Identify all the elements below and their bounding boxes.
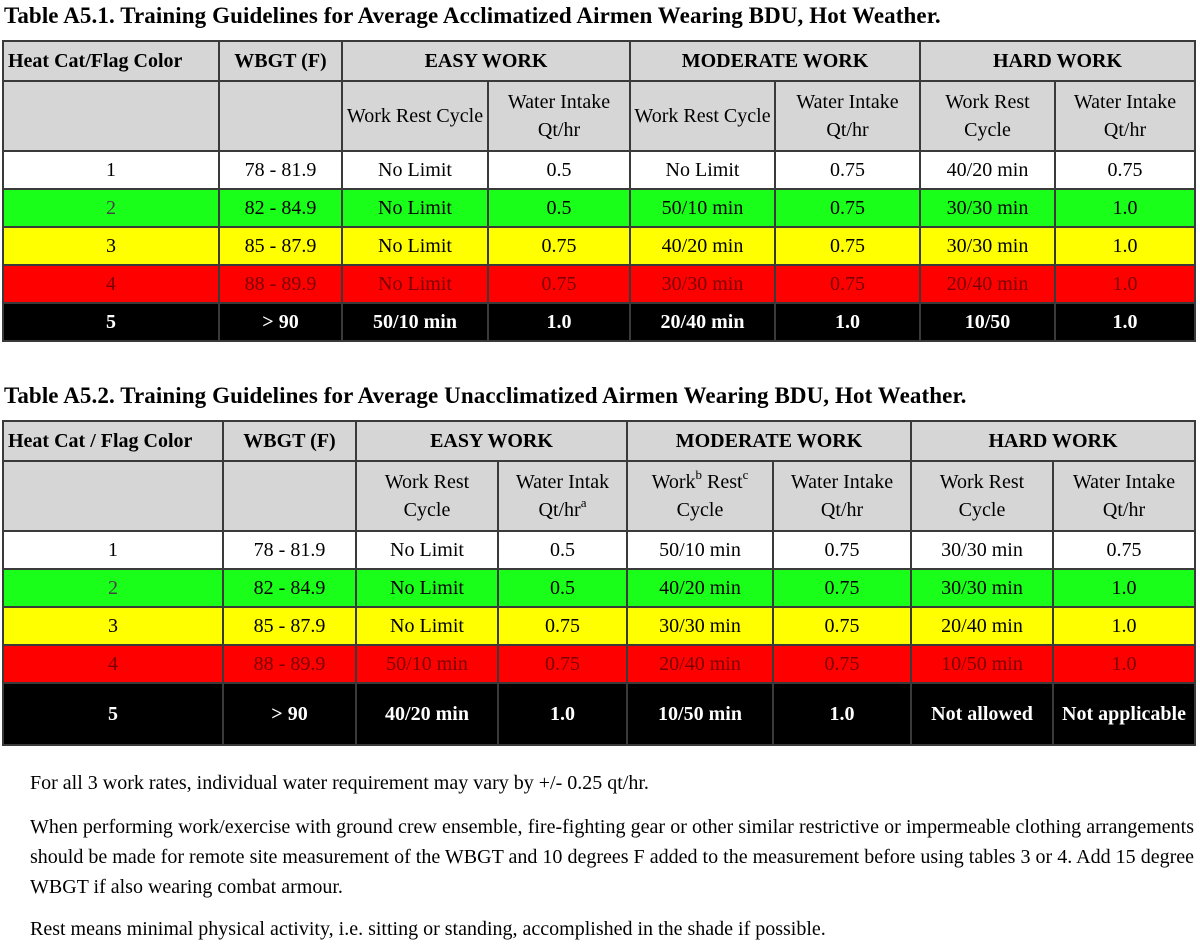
table1-header-heat-cat: Heat Cat/Flag Color — [3, 41, 219, 81]
footnote-c-label — [6, 914, 30, 944]
table1-header-hard-work: HARD WORK — [920, 41, 1195, 81]
moderate-water-cell: 0.75 — [773, 607, 911, 645]
easy-water-cell: 0.75 — [498, 607, 627, 645]
moderate-cycle-cell: 30/30 min — [627, 607, 773, 645]
table2-header-wbgt: WBGT (F) — [223, 421, 356, 461]
moderate-cycle-cell: 20/40 min — [630, 303, 775, 341]
table1-subheader-empty — [219, 81, 342, 151]
table1-row-cat5 — [3, 303, 1195, 341]
footnote-c — [6, 914, 1194, 944]
footnote-c-marker: c — [742, 467, 749, 483]
table2-subheader-row — [3, 461, 1195, 531]
table2-row-cat5 — [3, 683, 1195, 745]
table2-subheader-moderate-cycle — [627, 461, 773, 531]
table2-subheader-moderate-water: Water Intake Qt/hr — [773, 461, 911, 531]
easy-water-cell: 0.75 — [488, 265, 630, 303]
table1-subheader-easy-water: Water Intake Qt/hr — [488, 81, 630, 151]
easy-cycle-cell: No Limit — [356, 569, 498, 607]
moderate-water-cell: 0.75 — [775, 227, 920, 265]
wbgt-cell: 85 - 87.9 — [223, 607, 356, 645]
table2-subheader-hard-water: Water Intake Qt/hr — [1053, 461, 1195, 531]
hard-cycle-cell: 30/30 min — [911, 531, 1053, 569]
heat-cat-cell: 1 — [3, 151, 219, 189]
wbgt-cell: 85 - 87.9 — [219, 227, 342, 265]
table2-subheader-empty — [3, 461, 223, 531]
moderate-cycle-cell: 10/50 min — [627, 683, 773, 745]
moderate-water-cell: 0.75 — [775, 265, 920, 303]
hard-cycle-cell: 30/30 min — [911, 569, 1053, 607]
hard-water-cell: 0.75 — [1053, 531, 1195, 569]
easy-cycle-cell: No Limit — [342, 151, 488, 189]
wbgt-cell: 88 - 89.9 — [223, 645, 356, 683]
hard-water-cell: 1.0 — [1055, 227, 1195, 265]
footnote-b — [6, 812, 1194, 902]
table1-row-cat1 — [3, 151, 1195, 189]
table1-subheader-hard-water: Water Intake Qt/hr — [1055, 81, 1195, 151]
footnote-a-marker: a — [580, 495, 587, 511]
heat-cat-cell: 3 — [3, 607, 223, 645]
easy-water-cell: 1.0 — [488, 303, 630, 341]
moderate-water-cell: 0.75 — [773, 645, 911, 683]
table2 — [2, 420, 1196, 746]
table2-header-hard-work: HARD WORK — [911, 421, 1195, 461]
heat-cat-cell: 5 — [3, 303, 219, 341]
table1-row-cat4 — [3, 265, 1195, 303]
table2-header-heat-cat: Heat Cat / Flag Color — [3, 421, 223, 461]
wbgt-cell: 88 - 89.9 — [219, 265, 342, 303]
footnote-c-text: Rest means minimal physical activity, i.e. sitting or standing, accomplished in the shade if possible. — [30, 918, 826, 940]
table1-subheader-hard-cycle: Work Rest Cycle — [920, 81, 1055, 151]
moderate-cycle-cell: 40/20 min — [627, 569, 773, 607]
table1-row-cat3 — [3, 227, 1195, 265]
wbgt-cell: > 90 — [223, 683, 356, 745]
wbgt-cell: 82 - 84.9 — [219, 189, 342, 227]
heat-cat-cell: 2 — [3, 569, 223, 607]
rest-label: Rest — [702, 471, 743, 493]
heat-cat-cell: 2 — [3, 189, 219, 227]
easy-cycle-cell: 40/20 min — [356, 683, 498, 745]
footnote-b-text: When performing work/exercise with ground crew ensemble, fire-fighting gear or other similar restrictive or impermeable clothing arrangements should be made for remote site measurement of the WBGT and 10 degrees F added to the measurement before using tables 3 or 4. Add 15 degree WBGT if also wearing combat armour. — [30, 816, 1194, 898]
wbgt-cell: 78 - 81.9 — [219, 151, 342, 189]
easy-water-cell: 0.75 — [488, 227, 630, 265]
table1 — [2, 40, 1196, 342]
cycle-label: Cycle — [676, 499, 724, 521]
moderate-water-cell: 0.75 — [773, 569, 911, 607]
easy-water-cell: 0.5 — [488, 189, 630, 227]
footnote-a — [6, 768, 1194, 798]
hard-cycle-cell: Not allowed — [911, 683, 1053, 745]
easy-cycle-cell: 50/10 min — [342, 303, 488, 341]
footnote-a-label — [6, 768, 30, 798]
table2-subheader-hard-cycle: Work Rest Cycle — [911, 461, 1053, 531]
table1-header-wbgt: WBGT (F) — [219, 41, 342, 81]
table1-subheader-empty — [3, 81, 219, 151]
easy-water-cell: 0.5 — [498, 569, 627, 607]
footnote-b-marker: b — [695, 467, 703, 483]
easy-cycle-cell: No Limit — [356, 531, 498, 569]
easy-cycle-cell: 50/10 min — [356, 645, 498, 683]
table2-row-cat3 — [3, 607, 1195, 645]
table1-subheader-row — [3, 81, 1195, 151]
hard-water-cell: 1.0 — [1053, 607, 1195, 645]
moderate-cycle-cell: 50/10 min — [630, 189, 775, 227]
footnote-a-text: For all 3 work rates, individual water requirement may vary by +/- 0.25 qt/hr. — [30, 772, 649, 794]
moderate-cycle-cell: 40/20 min — [630, 227, 775, 265]
easy-water-cell: 0.5 — [488, 151, 630, 189]
moderate-cycle-cell: No Limit — [630, 151, 775, 189]
table1-caption: Table A5.1. Training Guidelines for Average Acclimatized Airmen Wearing BDU, Hot Weather. — [4, 3, 941, 28]
moderate-water-cell: 0.75 — [773, 531, 911, 569]
heat-cat-cell: 3 — [3, 227, 219, 265]
heat-cat-cell: 1 — [3, 531, 223, 569]
table2-header-row — [3, 421, 1195, 461]
easy-water-cell: 0.75 — [498, 645, 627, 683]
hard-water-cell: 1.0 — [1053, 569, 1195, 607]
table1-row-cat2 — [3, 189, 1195, 227]
easy-cycle-cell: No Limit — [342, 227, 488, 265]
footnote-b-label — [6, 812, 30, 842]
moderate-water-cell: 1.0 — [775, 303, 920, 341]
hard-cycle-cell: 30/30 min — [920, 227, 1055, 265]
easy-cycle-cell: No Limit — [342, 189, 488, 227]
hard-cycle-cell: 30/30 min — [920, 189, 1055, 227]
moderate-water-cell: 0.75 — [775, 189, 920, 227]
moderate-cycle-cell: 30/30 min — [630, 265, 775, 303]
heat-cat-cell: 4 — [3, 645, 223, 683]
table2-header-easy-work: EASY WORK — [356, 421, 627, 461]
wbgt-cell: 78 - 81.9 — [223, 531, 356, 569]
hard-water-cell: 1.0 — [1055, 303, 1195, 341]
table2-caption: Table A5.2. Training Guidelines for Average Unacclimatized Airmen Wearing BDU, Hot Weather. — [4, 383, 967, 408]
table2-row-cat2 — [3, 569, 1195, 607]
heat-cat-cell: 4 — [3, 265, 219, 303]
moderate-water-cell: 0.75 — [775, 151, 920, 189]
table1-subheader-easy-cycle: Work Rest Cycle — [342, 81, 488, 151]
table2-subheader-easy-water — [498, 461, 627, 531]
table1-subheader-moderate-cycle: Work Rest Cycle — [630, 81, 775, 151]
easy-water-cell: 1.0 — [498, 683, 627, 745]
table2-header-moderate-work: MODERATE WORK — [627, 421, 911, 461]
hard-cycle-cell: 10/50 — [920, 303, 1055, 341]
hard-cycle-cell: 10/50 min — [911, 645, 1053, 683]
easy-cycle-cell: No Limit — [342, 265, 488, 303]
hard-water-cell: 1.0 — [1055, 265, 1195, 303]
table1-header-moderate-work: MODERATE WORK — [630, 41, 920, 81]
wbgt-cell: > 90 — [219, 303, 342, 341]
heat-cat-cell: 5 — [3, 683, 223, 745]
table2-row-cat4 — [3, 645, 1195, 683]
wbgt-cell: 82 - 84.9 — [223, 569, 356, 607]
table1-header-easy-work: EASY WORK — [342, 41, 630, 81]
easy-cycle-cell: No Limit — [356, 607, 498, 645]
hard-water-cell: Not applicable — [1053, 683, 1195, 745]
moderate-cycle-cell: 50/10 min — [627, 531, 773, 569]
hard-water-cell: 1.0 — [1053, 645, 1195, 683]
easy-water-unit: Qt/hr — [538, 499, 581, 521]
table2-subheader-empty — [223, 461, 356, 531]
easy-water-cell: 0.5 — [498, 531, 627, 569]
moderate-water-cell: 1.0 — [773, 683, 911, 745]
hard-cycle-cell: 20/40 min — [911, 607, 1053, 645]
table2-subheader-easy-cycle: Work Rest Cycle — [356, 461, 498, 531]
work-label: Work — [651, 471, 696, 493]
hard-cycle-cell: 20/40 min — [920, 265, 1055, 303]
table2-row-cat1 — [3, 531, 1195, 569]
hard-water-cell: 1.0 — [1055, 189, 1195, 227]
table1-subheader-moderate-water: Water Intake Qt/hr — [775, 81, 920, 151]
hard-water-cell: 0.75 — [1055, 151, 1195, 189]
hard-cycle-cell: 40/20 min — [920, 151, 1055, 189]
moderate-cycle-cell: 20/40 min — [627, 645, 773, 683]
easy-water-label: Water Intak — [515, 471, 610, 493]
table1-header-row — [3, 41, 1195, 81]
